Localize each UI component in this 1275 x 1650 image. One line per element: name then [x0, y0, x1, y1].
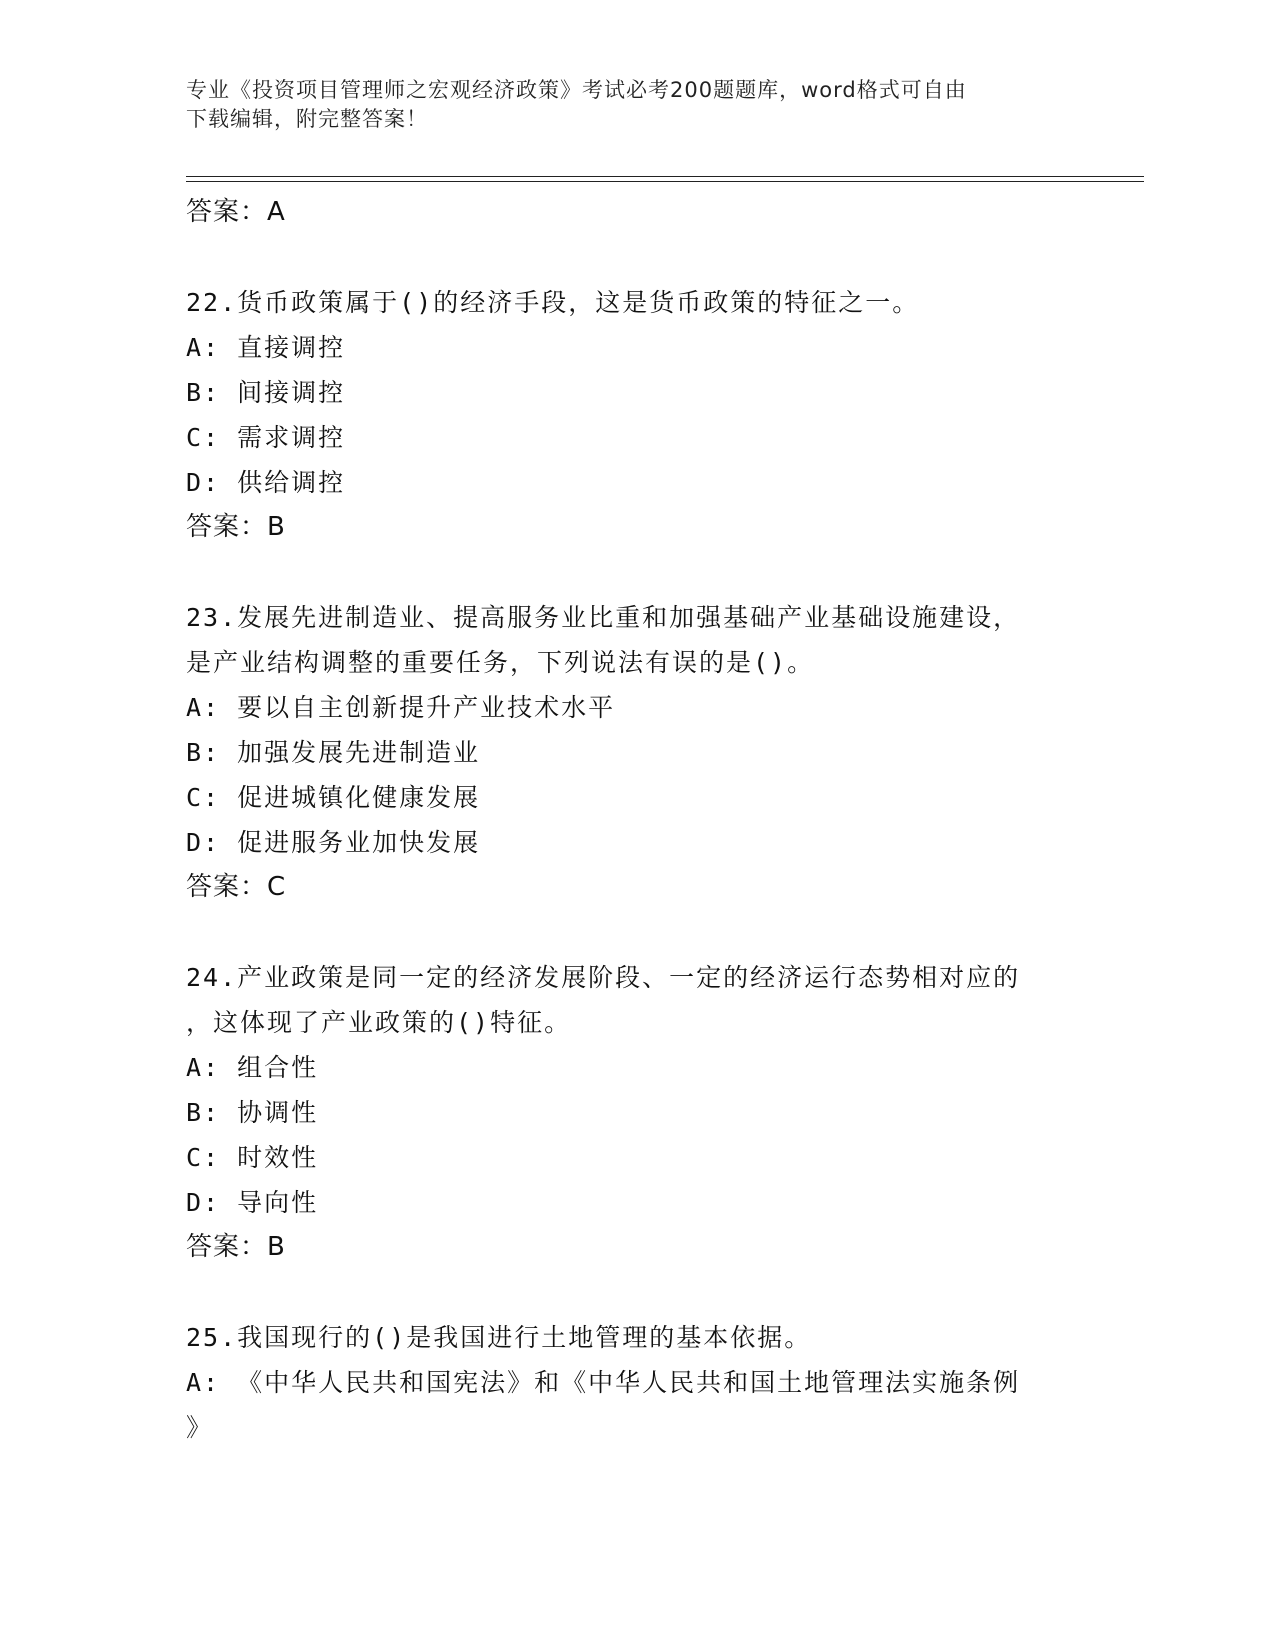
option-c: C: 促进城镇化健康发展 [186, 783, 481, 812]
question-22 [186, 280, 1086, 550]
document-header [186, 76, 1066, 134]
answer-value: B [267, 1232, 286, 1262]
option-c: C: 时效性 [186, 1143, 319, 1172]
answer-line [186, 865, 1086, 910]
header-line-2: 下载编辑，附完整答案！ [186, 107, 428, 131]
answer-value: A [267, 197, 286, 227]
answer-line [186, 1225, 1086, 1270]
answer-label: 答案： [186, 1232, 268, 1262]
question-stem-continued: ，这体现了产业政策的()特征。 [186, 1008, 572, 1037]
option-b: B: 协调性 [186, 1098, 319, 1127]
option-d: D: 供给调控 [186, 468, 346, 497]
question-24 [186, 955, 1086, 1270]
question-list [186, 190, 1086, 1450]
answer-label: 答案： [186, 872, 268, 902]
option-a: A: 直接调控 [186, 333, 346, 362]
answer-value: B [267, 512, 286, 542]
question-stem: 23.发展先进制造业、提高服务业比重和加强基础产业基础设施建设， [186, 603, 1021, 632]
answer-value: C [267, 872, 287, 902]
answer-line [186, 190, 1086, 235]
question-stem-continued: 是产业结构调整的重要任务，下列说法有误的是()。 [186, 648, 815, 677]
option-c: C: 需求调控 [186, 423, 346, 452]
question-stem: 24.产业政策是同一定的经济发展阶段、一定的经济运行态势相对应的 [186, 963, 1021, 992]
question-25 [186, 1315, 1086, 1450]
question-stem: 25.我国现行的()是我国进行土地管理的基本依据。 [186, 1323, 812, 1352]
option-a: A: 《中华人民共和国宪法》和《中华人民共和国土地管理法实施条例 [186, 1368, 1021, 1397]
answer-label: 答案： [186, 512, 268, 542]
option-a-continued: 》 [186, 1413, 214, 1442]
option-b: B: 间接调控 [186, 378, 346, 407]
answer-label: 答案： [186, 197, 268, 227]
question-23 [186, 595, 1086, 910]
option-d: D: 导向性 [186, 1188, 319, 1217]
header-divider-top [186, 176, 1144, 177]
header-divider-bottom [186, 181, 1144, 182]
question-stem: 22.货币政策属于()的经济手段，这是货币政策的特征之一。 [186, 288, 920, 317]
option-b: B: 加强发展先进制造业 [186, 738, 481, 767]
header-line-1: 专业《投资项目管理师之宏观经济政策》考试必考200题题库，word格式可自由 [186, 78, 967, 102]
answer-line [186, 505, 1086, 550]
option-a: A: 要以自主创新提升产业技术水平 [186, 693, 616, 722]
option-a: A: 组合性 [186, 1053, 319, 1082]
option-d: D: 促进服务业加快发展 [186, 828, 481, 857]
